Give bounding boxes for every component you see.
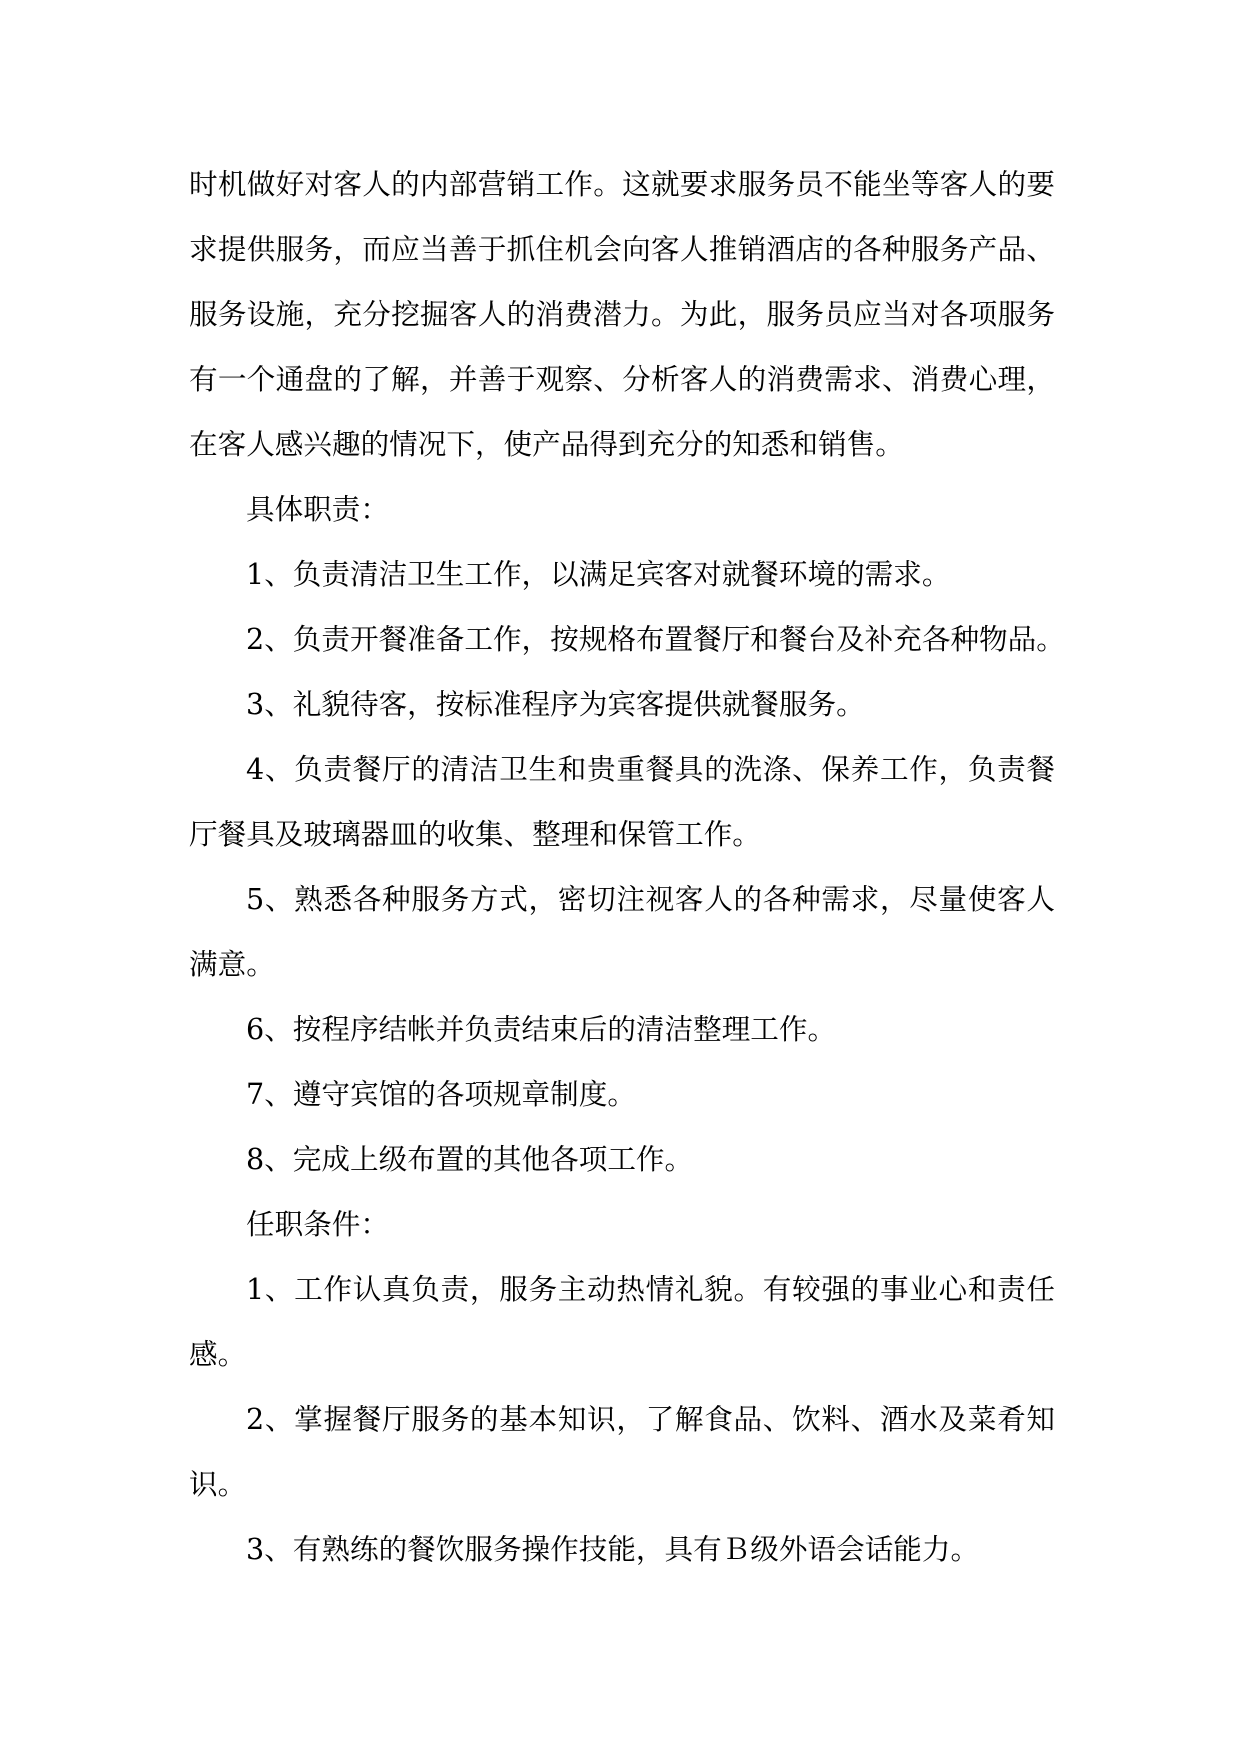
paragraph-line: 厅餐具及玻璃器皿的收集、整理和保管工作。 <box>189 817 761 851</box>
paragraph-line: 3、礼貌待客，按标准程序为宾客提供就餐服务。 <box>246 687 865 721</box>
document-body <box>189 152 1065 1582</box>
paragraph-line: 7、遵守宾馆的各项规章制度。 <box>246 1077 636 1111</box>
paragraph-line: 在客人感兴趣的情况下，使产品得到充分的知悉和销售。 <box>189 427 904 461</box>
paragraph-line: 2、负责开餐准备工作，按规格布置餐厅和餐台及补充各种物品。 <box>246 622 1065 656</box>
paragraph-line: 5、熟悉各种服务方式，密切注视客人的各种需求，尽量使客人 <box>246 882 1055 916</box>
paragraph-line: 服务设施，充分挖掘客人的消费潜力。为此，服务员应当对各项服务 <box>189 297 1055 331</box>
duty-item <box>189 607 1065 672</box>
requirement-item <box>189 1517 1055 1582</box>
paragraph-line: 3、有熟练的餐饮服务操作技能，具有Ｂ级外语会话能力。 <box>246 1532 980 1566</box>
paragraph-line: 1、负责清洁卫生工作，以满足宾客对就餐环境的需求。 <box>246 557 951 591</box>
duty-item <box>189 997 1055 1062</box>
paragraph-line: 时机做好对客人的内部营销工作。这就要求服务员不能坐等客人的要 <box>189 167 1055 201</box>
paragraph-line: 有一个通盘的了解，并善于观察、分析客人的消费需求、消费心理， <box>189 362 1055 396</box>
paragraph-line: 6、按程序结帐并负责结束后的清洁整理工作。 <box>246 1012 837 1046</box>
duty-item <box>189 867 1055 997</box>
duty-item <box>189 542 1055 607</box>
duty-item <box>189 1127 1055 1192</box>
paragraph-line: 识。 <box>189 1467 247 1501</box>
paragraph-line: 满意。 <box>189 947 275 981</box>
paragraph-line: 感。 <box>189 1337 247 1371</box>
duty-item <box>189 1062 1055 1127</box>
paragraph-line: 1、工作认真负责，服务主动热情礼貌。有较强的事业心和责任 <box>246 1272 1055 1306</box>
duty-item <box>189 737 1055 867</box>
paragraph-line: 2、掌握餐厅服务的基本知识，了解食品、饮料、酒水及菜肴知 <box>246 1402 1055 1436</box>
duty-item <box>189 672 1055 737</box>
paragraph-line: 8、完成上级布置的其他各项工作。 <box>246 1142 694 1176</box>
requirement-item <box>189 1387 1055 1517</box>
requirement-item <box>189 1257 1055 1387</box>
intro-paragraph <box>189 152 1055 477</box>
paragraph-line: 4、负责餐厅的清洁卫生和贵重餐具的洗涤、保养工作，负责餐 <box>246 752 1055 786</box>
section-heading-duties: 具体职责： <box>246 492 389 526</box>
paragraph-line: 求提供服务，而应当善于抓住机会向客人推销酒店的各种服务产品、 <box>189 232 1055 266</box>
section-heading-requirements: 任职条件： <box>246 1207 389 1241</box>
